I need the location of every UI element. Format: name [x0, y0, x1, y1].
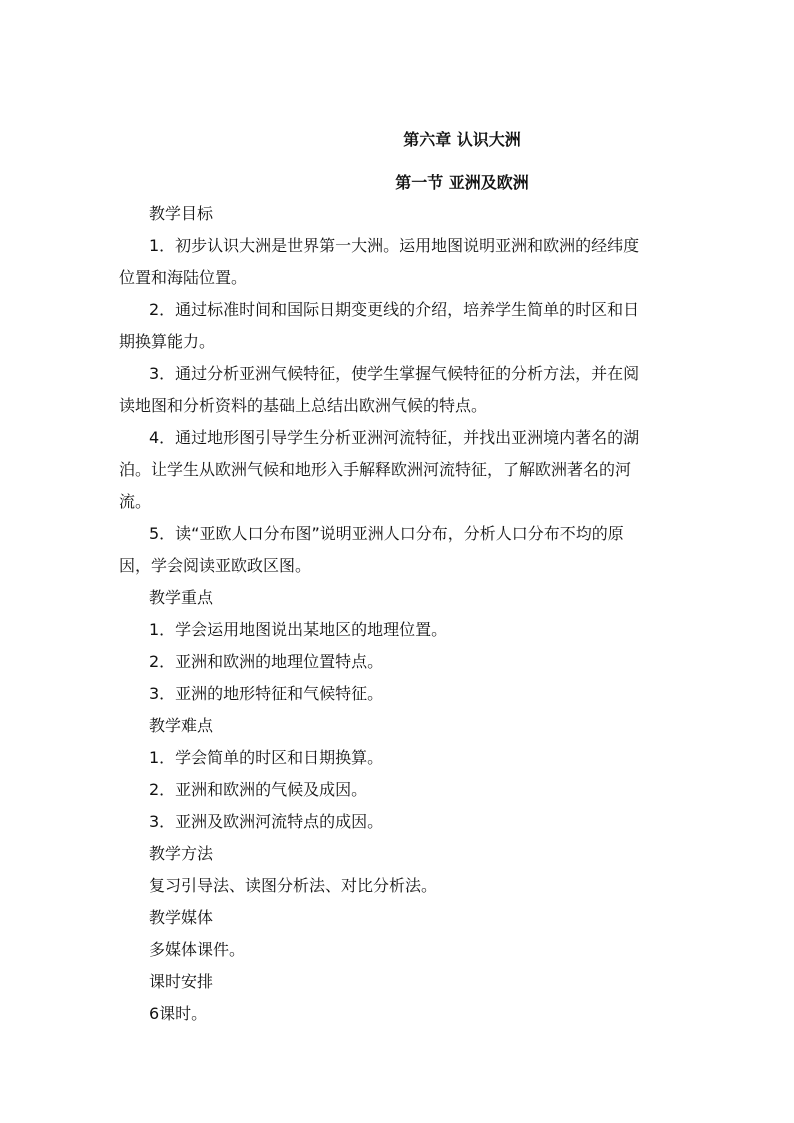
objective-1-line-2: 位置和海陆位置。 [119, 268, 248, 287]
key-point-3: 3．亚洲的地形特征和气候特征。 [149, 684, 384, 703]
chapter-title: 第六章 认识大洲 [403, 130, 521, 149]
section-title: 第一节 亚洲及欧洲 [395, 173, 529, 192]
objectives-heading: 教学目标 [149, 204, 214, 223]
objective-4-line-3: 流。 [119, 492, 152, 511]
objective-1-line-1: 1．初步认识大洲是世界第一大洲。运用地图说明亚洲和欧洲的经纬度 [149, 236, 640, 255]
key-point-2: 2．亚洲和欧洲的地理位置特点。 [149, 652, 384, 671]
difficulty-2: 2．亚洲和欧洲的气候及成因。 [149, 780, 368, 799]
methods-heading: 教学方法 [149, 844, 214, 863]
objective-2-line-1: 2．通过标准时间和国际日期变更线的介绍，培养学生简单的时区和日 [149, 300, 640, 319]
media-text: 多媒体课件。 [149, 940, 246, 959]
objective-5-line-1: 5．读“亚欧人口分布图”说明亚洲人口分布，分析人口分布不均的原 [149, 524, 624, 543]
key-point-1: 1．学会运用地图说出某地区的地理位置。 [149, 620, 448, 639]
objective-5-line-2: 因，学会阅读亚欧政区图。 [119, 556, 312, 575]
methods-text: 复习引导法、读图分析法、对比分析法。 [149, 876, 438, 895]
objective-4-line-1: 4．通过地形图引导学生分析亚洲河流特征，并找出亚洲境内著名的湖 [149, 428, 640, 447]
objective-2-line-2: 期换算能力。 [119, 332, 216, 351]
difficulty-3: 3．亚洲及欧洲河流特点的成因。 [149, 812, 384, 831]
objective-4-line-2: 泊。让学生从欧洲气候和地形入手解释欧洲河流特征，了解欧洲著名的河 [119, 460, 632, 479]
key-points-heading: 教学重点 [149, 588, 214, 607]
objective-3-line-2: 读地图和分析资料的基础上总结出欧洲气候的特点。 [119, 396, 488, 415]
difficulty-1: 1．学会简单的时区和日期换算。 [149, 748, 384, 767]
objective-3-line-1: 3．通过分析亚洲气候特征，使学生掌握气候特征的分析方法，并在阅 [149, 364, 640, 383]
media-heading: 教学媒体 [149, 908, 214, 927]
difficulties-heading: 教学难点 [149, 716, 214, 735]
schedule-heading: 课时安排 [149, 972, 214, 991]
schedule-text: 6课时。 [149, 1004, 208, 1023]
